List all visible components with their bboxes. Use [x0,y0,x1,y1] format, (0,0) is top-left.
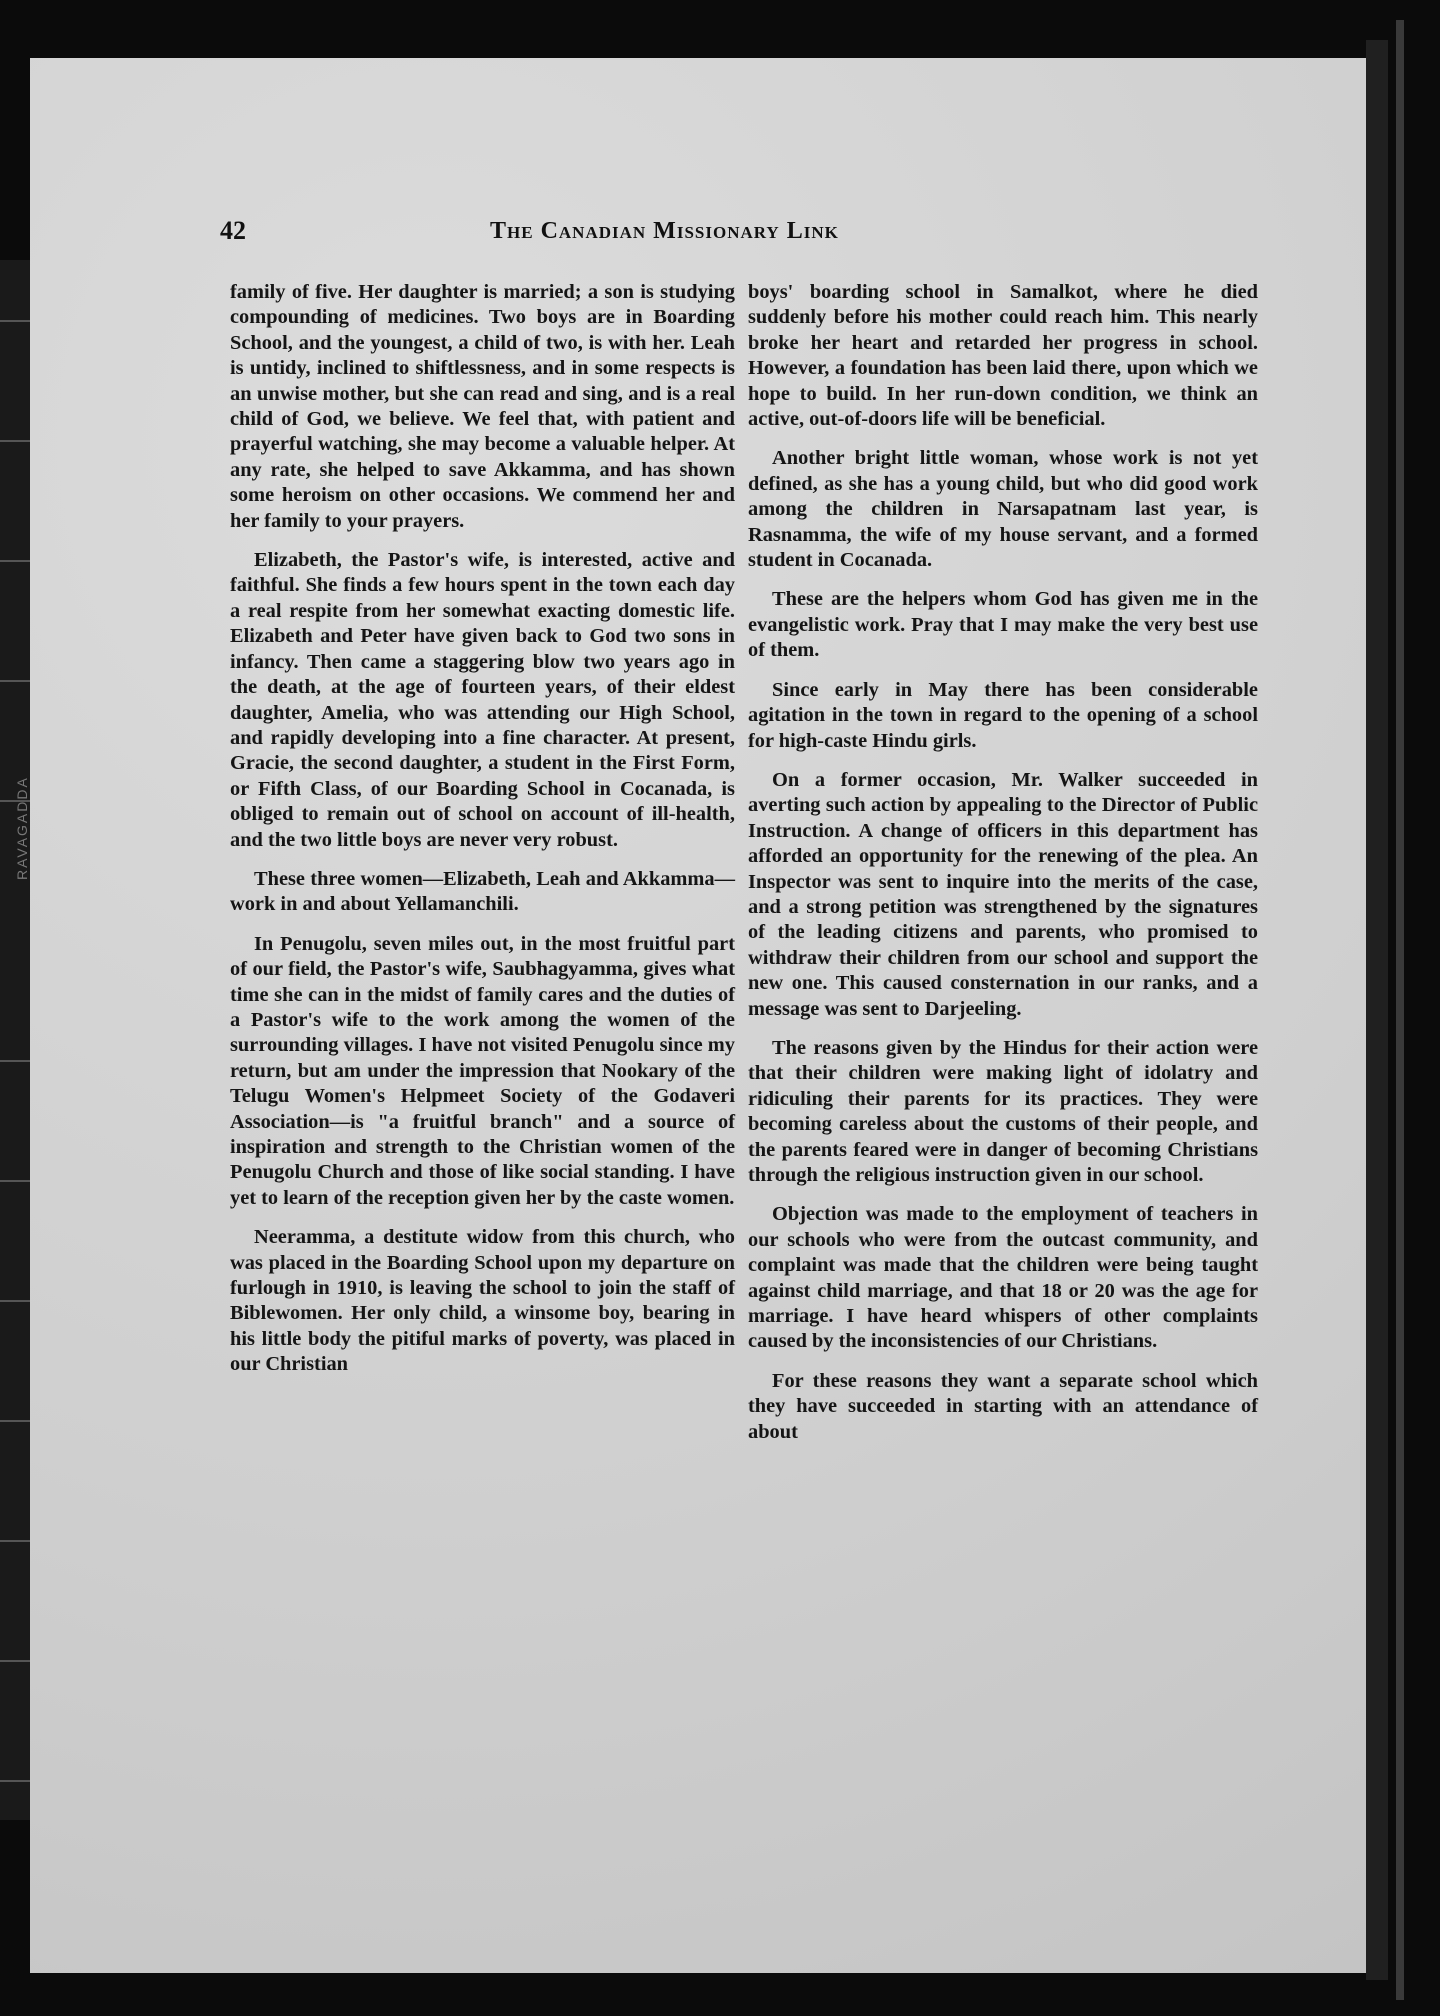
ruler-tick [0,1540,30,1542]
paragraph: These are the helpers whom God has given me in the evangelistic work. Pray that I may make the very best use of them. [748,588,1258,662]
page-number: 42 [220,216,246,245]
paragraph: For these reasons they want a separate school which they have succeeded in starting with an attendance of about [748,1369,1258,1443]
paragraph: Objection was made to the employment of teachers in our schools who were from the outcast community, and complaint was made that the children were being taught against child marriage, and that 18 or 20 was the age for marriage. I have heard whispers of other complaints caused by the inconsistencies of our Christians. [748,1203,1258,1353]
paragraph: family of five. Her daughter is married; a son is studying compounding of medicines. Two boys are in Boarding School, and the youngest, a child of two, is with her. Leah is untidy, inclined to shiftlessness, and in some respects is an unwise mother, but she can read and sing, and is a real child of God, we believe. We feel that, with patient and prayerful watching, she may become a valuable helper. At any rate, she helped to save Akkamma, and has shown some heroism on other occasions. We commend her and her family to your prayers. [230,281,735,532]
ruler-tick [0,1780,30,1782]
page-binding-edge [1396,20,1404,2000]
ruler-tick [0,1300,30,1302]
ruler-tick [0,1420,30,1422]
ruler-tick [0,1660,30,1662]
ruler-tick [0,680,30,682]
ruler-tick [0,440,30,442]
right-column [748,280,1258,1459]
paragraph: In Penugolu, seven miles out, in the most fruitful part of our field, the Pastor's wife, Saubhagyamma, gives what time she can in the midst of family cares and the duties of a Pastor's wife to the work among the women of the surrounding villages. I have not visited Penugolu since my return, but am under the impression that Nookary of the Telugu Women's Helpmeet Society of the Godaveri Association—is "a fruitful branch" and a source of inspiration and strength to the Christian women of the Penugolu Church and those of like social standing. I have yet to learn of the reception given her by the caste women. [230,932,735,1209]
page-header [220,216,960,250]
ruler-tick [0,320,30,322]
paragraph: On a former occasion, Mr. Walker succeeded in averting such action by appealing to the Director of Public Instruction. A change of officers in this department has afforded an opportunity for the renewing of the plea. An Inspector was sent to inquire into the merits of the case, and a strong petition was strengthened by the signatures of the leading citizens and parents, who promised to withdraw their children from our school and support the new one. This caused consternation in our ranks, and a message was sent to Darjeeling. [748,768,1258,1020]
paragraph: The reasons given by the Hindus for their action were that their children were making light of idolatry and ridiculing their parents for its practices. They were becoming careless about the customs of their people, and the parents feared were in danger of becoming Christians through the religious instruction given in our school. [748,1036,1258,1186]
page-binding-edge [1366,40,1388,1980]
left-column [230,280,735,1392]
paragraph: These three women—Elizabeth, Leah and Akkamma—work in and about Yellamanchili. [230,867,735,916]
paragraph: Another bright little woman, whose work is not yet defined, as she has a young child, but who did good work among the children in Narsapatnam last year, is Rasnamma, the wife of my house servant, and a formed student in Cocanada. [748,447,1258,572]
ruler-tick [0,560,30,562]
ruler-tick [0,1180,30,1182]
ruler-tick [0,1060,30,1062]
running-title: The Canadian Missionary Link [490,218,839,244]
paragraph: Elizabeth, the Pastor's wife, is interested, active and faithful. She finds a few hours spent in the town each day a real respite from her somewhat exacting domestic life. Elizabeth and Peter have given back to God two sons in infancy. Then came a staggering blow two years ago in the death, at the age of fourteen years, of their eldest daughter, Amelia, who was attending our High School, and rapidly developing into a fine character. At present, Gracie, the second daughter, a student in the First Form, or Fifth Class, of our Boarding School in Cocanada, is obliged to remain out of school on account of ill-health, and the two little boys are never very robust. [230,549,735,851]
paragraph: Since early in May there has been considerable agitation in the town in regard to the opening of a school for high-caste Hindu girls. [748,678,1258,752]
paragraph: boys' boarding school in Samalkot, where he died suddenly before his mother could reach him. This nearly broke her heart and retarded her progress in school. However, a foundation has been laid there, upon which we hope to build. In her run-down condition, we think an active, out-of-doors life will be beneficial. [748,281,1258,431]
paragraph: Neeramma, a destitute widow from this church, who was placed in the Boarding School upon my departure on furlough in 1910, is leaving the school to join the staff of Biblewomen. Her only child, a winsome boy, bearing in his little body the pitiful marks of poverty, was placed in our Christian [230,1226,735,1376]
ruler-label: RAVAGADDA [14,776,30,880]
